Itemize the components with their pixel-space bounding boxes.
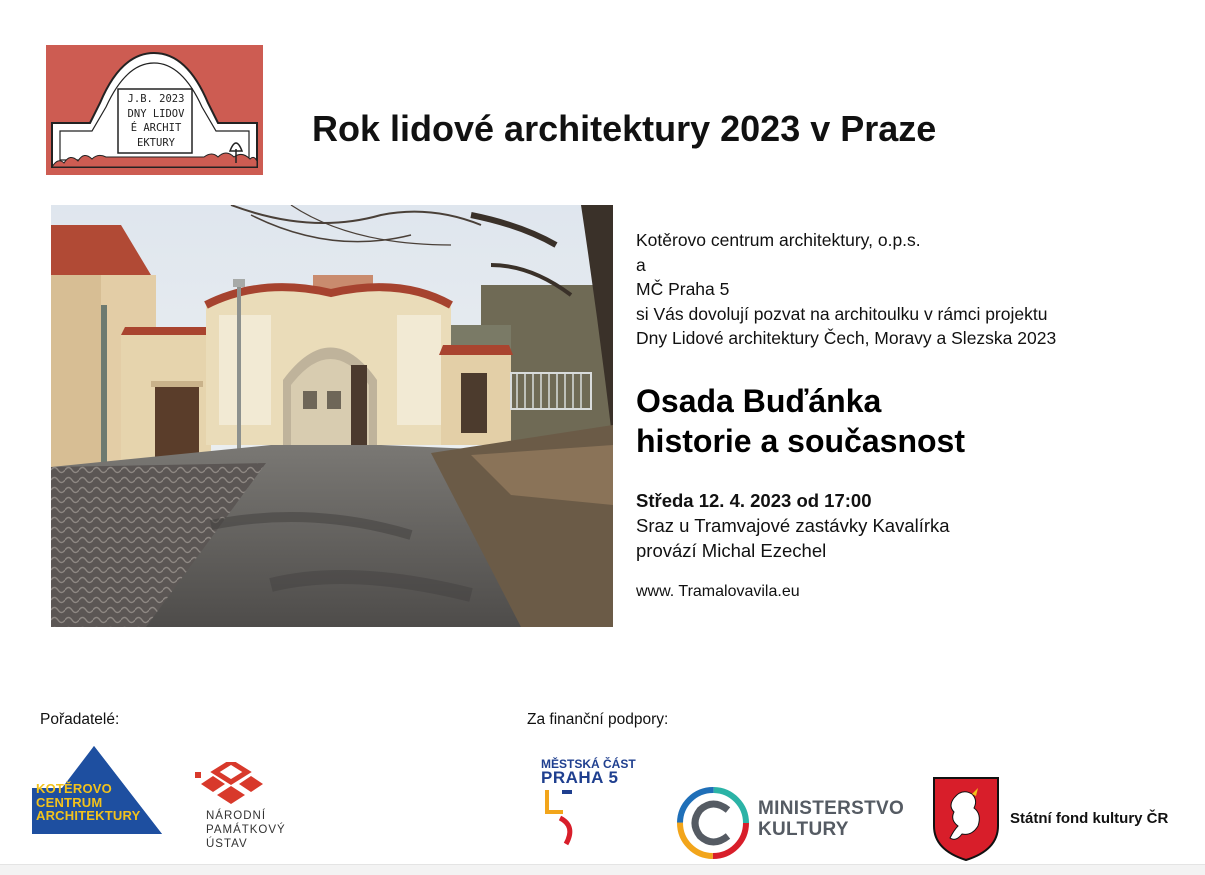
budanka-gate-photo (51, 205, 613, 627)
invitation-line: a (636, 254, 646, 275)
event-title-line: Osada Buďánka (636, 383, 882, 419)
ministry-culture-text (758, 798, 904, 840)
kca-line: CENTRUM (36, 794, 103, 810)
logo-line: É ARCHIT (130, 122, 182, 134)
invitation-line: si Vás dovolují pozvat na architoulku v rámci projektu (636, 303, 1048, 324)
kca-text (36, 782, 140, 823)
invitation-line: Dny Lidové architektury Čech, Moravy a Slezska 2023 (636, 328, 1057, 348)
npu-line: PAMÁTKOVÝ (206, 824, 286, 836)
npu-line: ÚSTAV (206, 838, 248, 850)
logo-line: DNY LIDOV (127, 107, 185, 120)
kca-line: ARCHITEKTURY (36, 808, 141, 823)
czech-lion-emblem (932, 776, 1000, 862)
logo-line: J.B. 2023 (127, 93, 185, 105)
organizers-label: Pořadatelé: (40, 711, 120, 728)
event-title-line: historie a současnost (636, 423, 965, 459)
days-of-folk-architecture-logo (46, 45, 263, 175)
npu-text (206, 809, 286, 851)
event-date: Středa 12. 4. 2023 od 17:00 (636, 490, 872, 511)
npu-line: NÁRODNÍ (206, 810, 267, 822)
invitation-line: Kotěrovo centrum architektury, o.p.s. (636, 230, 921, 250)
praha5-small-text: MĚSTSKÁ ČÁST (541, 757, 636, 771)
event-details (636, 488, 950, 563)
kca-line: KOTĚROVO (36, 781, 112, 796)
page-bottom-edge (0, 864, 1205, 875)
website-link[interactable]: www. Tramalovavila.eu (636, 583, 800, 600)
page-title: Rok lidové architektury 2023 v Praze (312, 108, 937, 149)
praha5-mark-icon (540, 756, 640, 851)
event-guide: provází Michal Ezechel (636, 540, 827, 561)
lion-shield-icon (932, 776, 1000, 862)
koterovo-centrum-logo (32, 744, 163, 836)
event-meeting-point: Sraz u Tramvajové zastávky Kavalírka (636, 515, 950, 536)
ministry-culture-logo (676, 786, 750, 860)
ministry-circle-icon (676, 786, 750, 860)
state-culture-fund-name: Státní fond kultury ČR (1010, 810, 1169, 827)
sponsors-label: Za finanční podpory: (527, 711, 669, 728)
event-title (636, 381, 965, 461)
npu-diamond-icon (195, 762, 275, 806)
praha5-big-text: PRAHA 5 (541, 768, 619, 787)
ministry-line: MINISTERSTVO (758, 798, 905, 819)
ministry-line: KULTURY (758, 819, 849, 840)
logo-line: EKTURY (137, 136, 175, 149)
invitation-text (636, 228, 1176, 351)
invitation-line: MČ Praha 5 (636, 279, 730, 299)
logo-text (120, 92, 192, 150)
praha5-logo (540, 756, 640, 851)
